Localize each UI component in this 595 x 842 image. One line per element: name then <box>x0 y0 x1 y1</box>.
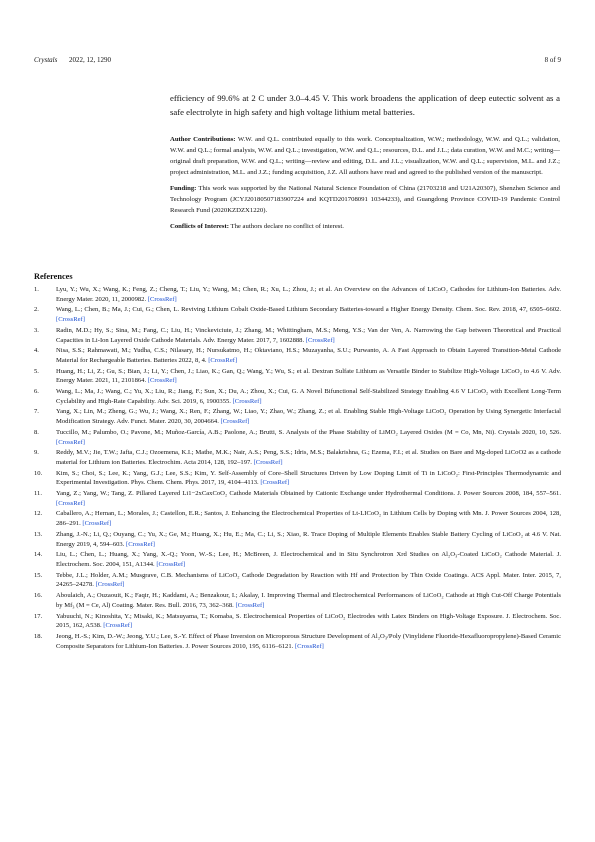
journal-name: Crystals <box>34 56 58 64</box>
reference-item <box>34 591 561 610</box>
reference-citation: Radin, M.D.; Hy, S.; Sina, M.; Fang, C.; Liu, H.; Vinckeviciute, J.; Zhang, M.; Whittingham, M.S.; Meng, Y.S.; Van der Ven, A. Narrowing the Gap between Theoretical and Practical Capacities in Li-Ion Layered Oxide Cathode Materials. Adv. Energy Mater. 2017, 7, 1602888. <box>56 326 561 344</box>
reference-citation: Wang, L.; Chen, B.; Ma, J.; Cui, G.; Chen, L. Reviving Lithium Cobalt Oxide-Based Lithium Secondary Batteries-toward a Higher Energy Density. Chem. Soc. Rev. 2018, 47, 6505–6602. <box>56 306 561 314</box>
reference-number: 16. <box>34 592 43 600</box>
crossref-link[interactable]: [CrossRef] <box>156 560 186 568</box>
reference-citation: Yabuuchi, N.; Kinoshita, Y.; Misaki, K.; Matsuyama, T.; Komaba, S. Electrochemical Properties of LiCoO₂ Electrodes with Latex Binders on High-Voltage Exposure. J. Electrochem. Soc. 2015, 162, A538. <box>56 612 561 630</box>
reference-number: 13. <box>34 530 43 538</box>
reference-item <box>34 305 561 324</box>
reference-number: 11. <box>34 490 42 498</box>
main-text <box>170 92 560 238</box>
conclusion-paragraph: efficiency of 99.6% at 2 C under 3.0–4.45 V. This work broadens the application of deep eutectic solvent as a safe electrolyte in high safety and high voltage lithium metal batteries. <box>170 93 560 117</box>
page-header <box>34 56 561 68</box>
crossref-link[interactable]: [CrossRef] <box>208 356 238 364</box>
reference-citation: Nisa, S.S.; Rahmawati, M.; Yudha, C.S.; Nilasary, H.; Nursukatmo, H.; Oktaviano, H.S.; Muzayanha, S.U.; Purwanto, A. A Fast Approach to Obtain Layered Transition-Metal Cathode Material for Rechargeable Batteries. Batteries 2022, 8, 4. <box>56 347 561 364</box>
reference-item <box>34 367 561 386</box>
reference-citation: Lyu, Y.; Wu, X.; Wang, K.; Feng, Z.; Cheng, T.; Liu, Y.; Wang, M.; Chen, R.; Xu, L.; Zhou, J.; et al. An Overview on the Advances of LiCoO₂ Cathodes for Lithium-Ion Batteries. Adv. Energy Mater. 2020, 11, 2000982. <box>56 286 561 303</box>
reference-text <box>56 509 561 528</box>
crossref-link[interactable]: [CrossRef] <box>260 479 290 487</box>
crossref-link[interactable]: [CrossRef] <box>103 622 133 630</box>
reference-item <box>34 530 561 549</box>
reference-number: 4. <box>34 347 39 355</box>
reference-citation: Tebbe, J.L.; Holder, A.M.; Musgrave, C.B. Mechanisms of LiCoO₂ Cathode Degradation by Reaction with Hf and Protection by Thin Oxide Coatings. ACS Appl. Mater. Inter. 2015, 7, 24265–24278. <box>56 571 561 589</box>
reference-item <box>34 346 561 365</box>
crossref-link[interactable]: [CrossRef] <box>294 642 324 650</box>
reference-citation: Reddy, M.V.; Jie, T.W.; Jafta, C.J.; Ozoemena, K.I.; Mathe, M.K.; Nair, A.S.; Peng, S.S.; Idris, M.S.; Balakrishna, G.; Ezema, F.I.; et al. Studies on Bare and Mg-doped LiCoO2 as a cathode material for Lithium ion Batteries. Electrochim. Acta 2014, 128, 192–197. <box>56 449 561 466</box>
reference-number: 7. <box>34 408 39 416</box>
reference-item <box>34 326 561 345</box>
reference-number: 9. <box>34 449 39 457</box>
reference-item <box>34 448 561 467</box>
reference-list <box>34 285 561 651</box>
author-contributions <box>170 135 560 178</box>
references-heading: References <box>34 272 73 281</box>
reference-item <box>34 428 561 447</box>
reference-number: 3. <box>34 326 39 334</box>
reference-number: 8. <box>34 428 39 436</box>
crossref-link[interactable]: [CrossRef] <box>56 438 85 446</box>
references-section <box>34 272 561 652</box>
conflicts-label: Conflicts of Interest: <box>170 222 229 230</box>
reference-text <box>56 612 561 631</box>
reference-citation: Caballero, A.; Hernan, L.; Morales, J.; Castellon, E.R.; Santos, J. Enhancing the Electrochemical Properties of Lt-LICoO₂ in Lithium Cells by Doping with Mn. J. Power Sources 2004, 128, 286–291. <box>56 510 561 528</box>
reference-number: 12. <box>34 510 43 518</box>
funding-label: Funding: <box>170 185 197 193</box>
reference-text <box>56 407 561 426</box>
reference-citation: Yang, X.; Lin, M.; Zheng, G.; Wu, J.; Wang, X.; Ren, F.; Zhang, W.; Liao, Y.; Zhao, W.; Zhang, Z.; et al. Enabling Stable High-Voltage LiCoO₂ Operation by Using Synergetic Interfacial Modification Strategy. Adv. Funct. Mater. 2020, 30, 2004664. <box>56 408 561 426</box>
reference-number: 14. <box>34 551 43 559</box>
funding-statement <box>170 184 560 216</box>
reference-citation: Aboulaich, A.; Ouzaouit, K.; Faqir, H.; Kaddami, A.; Benzakour, I.; Akalay, I. Improving Thermal and Electrochemical Performances of LiCoO₂ Cathode at High Cut-Off Charge Potentials by Mf₃ (M = Ce, Al) Coating. Mater. Res. Bull. 2016, 73, 362–368. <box>56 592 561 609</box>
conflicts-text: The authors declare no conflict of interest. <box>228 222 344 230</box>
reference-item <box>34 612 561 631</box>
reference-text <box>56 571 561 590</box>
crossref-link[interactable]: [CrossRef] <box>232 397 262 405</box>
reference-text <box>56 469 561 488</box>
conflicts-statement <box>170 222 560 233</box>
reference-number: 1. <box>34 286 39 293</box>
reference-text <box>56 285 561 304</box>
reference-number: 10. <box>34 469 43 477</box>
reference-item <box>34 469 561 488</box>
page-number: 8 of 9 <box>544 56 561 64</box>
reference-text <box>56 489 561 508</box>
reference-text <box>56 428 561 447</box>
author-contributions-text: W.W. and Q.L. contributed equally to this work. Conceptualization, W.W.; methodology, W.W. and Q.L.; validation, W.W. and Q.L.; formal analysis, W.W. and Q.L.; investigation, W.W. and Q.L.; resources, D.L. and J.L.; data curation, W.W. and M.C.; writing—original draft preparation, W.W. and Q.L.; writing—review and editing, D.L. and J.L.; visualization, W.W. and Q.L.; supervision, M.L. and J.Z.; project administration, M.L. and J.Z.; funding acquisition, J.Z. All authors have read and agreed to the published version of the manuscript. <box>170 136 560 176</box>
reference-citation: Yang, Z.; Yang, W.; Tang, Z. Pillared Layered Li1−2xCaxCoO₂ Cathode Materials Obtained by Cationic Exchange under Hydrothermal Conditions. J. Power Sources 2008, 184, 557–561. <box>56 490 561 498</box>
reference-citation: Tuccillo, M.; Palumbo, O.; Pavone, M.; Muñoz-García, A.B.; Paolone, A.; Brutti, S. Analysis of the Phase Stability of LiMO₂ Layered Oxides (M = Co, Mn, Ni). Crystals 2020, 10, 526. <box>56 428 561 436</box>
reference-text <box>56 387 561 406</box>
reference-item <box>34 632 561 651</box>
author-contributions-label: Author Contributions: <box>170 136 236 144</box>
reference-number: 6. <box>34 388 39 396</box>
reference-item <box>34 550 561 569</box>
reference-text <box>56 591 561 610</box>
crossref-link[interactable]: [CrossRef] <box>95 581 125 589</box>
crossref-link[interactable]: [CrossRef] <box>56 316 85 324</box>
reference-text <box>56 346 561 365</box>
crossref-link[interactable]: [CrossRef] <box>56 499 85 507</box>
reference-number: 15. <box>34 571 43 579</box>
reference-item <box>34 509 561 528</box>
reference-number: 17. <box>34 612 43 620</box>
reference-text <box>56 367 561 386</box>
reference-text <box>56 305 561 324</box>
reference-number: 18. <box>34 632 43 640</box>
reference-text <box>56 632 561 651</box>
reference-item <box>34 407 561 426</box>
reference-item <box>34 489 561 508</box>
reference-text <box>56 448 561 467</box>
reference-item <box>34 285 561 304</box>
crossref-link[interactable]: [CrossRef] <box>305 336 335 344</box>
crossref-link[interactable]: [CrossRef] <box>82 520 112 528</box>
crossref-link[interactable]: [CrossRef] <box>220 418 250 426</box>
reference-citation: Huang, H.; Li, Z.; Gu, S.; Bian, J.; Li, Y.; Chen, J.; Liao, K.; Gan, Q.; Wang, Y.; Wu, S.; et al. Dextran Sulfate Lithium as Versatile Binder to Stabilize High-Voltage LiCoO₂ to 4.6 V. Adv. Energy Mater. 2021, 11, 2101864. <box>56 367 561 385</box>
crossref-link[interactable]: [CrossRef] <box>253 458 283 466</box>
reference-citation: Wang, L.; Ma, J.; Wang, C.; Yu, X.; Liu, R.; Jiang, F.; Sun, X.; Du, A.; Zhou, X.; Cui, G. A Novel Bifunctional Self-Stabilized Strategy Enabling 4.6 V LiCoO₂ with Excellent Long-Term Cyclability and High-Rate Capability. Adv. Sci. 2019, 6, 1900355. <box>56 388 561 405</box>
reference-number: 5. <box>34 367 39 375</box>
reference-citation: Jeong, H.-S.; Kim, D.-W.; Jeong, Y.U.; Lee, S.-Y. Effect of Phase Inversion on Microporous Structure Development of Al₂O₃/Poly (Vinylidene Fluoride-Hexafluoropropylene)-Based Ceramic Composite Separators for Lithium-Ion Batteries. J. Power Sources 2010, 195, 6116–6121. <box>56 632 561 650</box>
funding-text: This work was supported by the National Natural Science Foundation of China (21703218 and U21A20307), Shenzhen Science and Technology Program (JCYJ20180507183907224 and KQTD201708091 10344233), and Guangdong Province COVID-19 Pandemic Control Research Fund (2020KZDZX1220). <box>170 185 560 214</box>
reference-text <box>56 530 561 549</box>
journal-volume: 2022, 12, 1290 <box>69 56 111 64</box>
reference-item <box>34 571 561 590</box>
reference-text <box>56 326 561 345</box>
crossref-link[interactable]: [CrossRef] <box>147 377 177 385</box>
crossref-link[interactable]: [CrossRef] <box>126 540 155 548</box>
reference-number: 2. <box>34 306 39 314</box>
crossref-link[interactable]: [CrossRef] <box>147 295 177 303</box>
reference-citation: Kim, S.; Choi, S.; Lee, K.; Yang, G.J.; Lee, S.S.; Kim, Y. Self-Assembly of Core–Shell Structures Driven by Low Doping Limit of Ti in LiCoO₂: First-Principles Thermodynamic and Experimental Investigation. Phys. Chem. Chem. Phys. 2017, 19, 4104–4113. <box>56 469 561 487</box>
crossref-link[interactable]: [CrossRef] <box>235 601 265 609</box>
reference-citation: Zhang, J.-N.; Li, Q.; Ouyang, C.; Yu, X.; Ge, M.; Huang, X.; Hu, E.; Ma, C.; Li, S.; Xiao, R. Trace Doping of Multiple Elements Enables Stable Battery Cycling of LiCoO₂ at 4.6 V. Nat. Energy 2019, 4, 594–603. <box>56 530 561 548</box>
reference-item <box>34 387 561 406</box>
reference-text <box>56 550 561 569</box>
reference-citation: Liu, L.; Chen, L.; Huang, X.; Yang, X.-Q.; Yoon, W.-S.; Lee, H.; McBreen, J. Electrochemical and in Situ Synchrotron Xrd Studies on Al₂O₃-Coated LiCoO₂ Cathode Material. J. Electrochem. Soc. 2004, 151, A1344. <box>56 551 561 568</box>
